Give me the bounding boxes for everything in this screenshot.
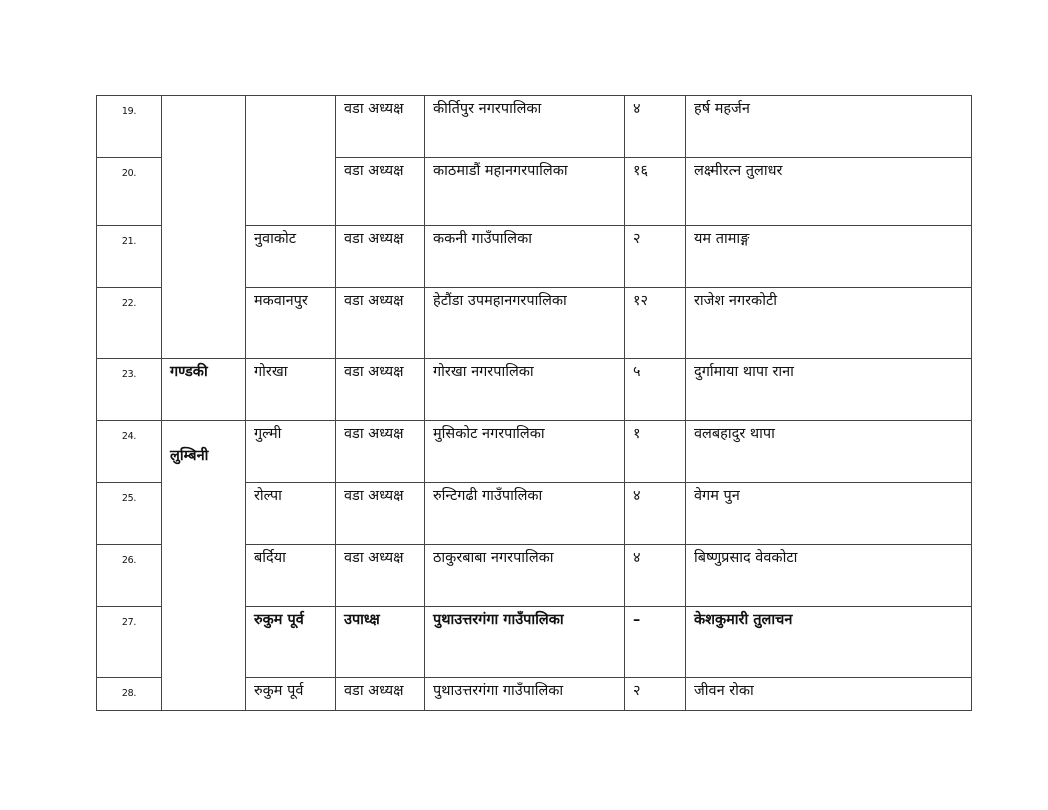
- province-lumbini: लुम्बिनी: [162, 421, 246, 711]
- district-cell: रोल्पा: [246, 483, 336, 545]
- ward-cell: २: [625, 678, 686, 711]
- local-body-cell: पुथाउत्तरगंगा गाउँपालिका: [425, 678, 625, 711]
- ward-cell: ५: [625, 359, 686, 421]
- name-cell: हर्ष महर्जन: [686, 96, 972, 158]
- serial-number: 27.: [97, 607, 162, 678]
- ward-cell: –: [625, 607, 686, 678]
- table-row: [97, 421, 972, 483]
- local-body-cell: ककनी गाउँपालिका: [425, 226, 625, 288]
- ward-cell: १६: [625, 158, 686, 226]
- name-cell: केशकुमारी तुलाचन: [686, 607, 972, 678]
- local-body-cell: हेटौंडा उपमहानगरपालिका: [425, 288, 625, 359]
- local-body-cell: काठमाडौं महानगरपालिका: [425, 158, 625, 226]
- serial-number: 25.: [97, 483, 162, 545]
- name-cell: बिष्णुप्रसाद वेवकोटा: [686, 545, 972, 607]
- ward-cell: ४: [625, 545, 686, 607]
- province-gandaki: गण्डकी: [162, 359, 246, 421]
- ward-cell: ४: [625, 96, 686, 158]
- district-cell: मकवानपुर: [246, 288, 336, 359]
- local-body-cell: रुन्टिगढी गाउँपालिका: [425, 483, 625, 545]
- representatives-table: [96, 95, 972, 711]
- name-cell: दुर्गामाया थापा राना: [686, 359, 972, 421]
- ward-cell: १: [625, 421, 686, 483]
- name-cell: राजेश नगरकोटी: [686, 288, 972, 359]
- position-cell: वडा अध्यक्ष: [336, 545, 425, 607]
- district-cell: गुल्मी: [246, 421, 336, 483]
- serial-number: 26.: [97, 545, 162, 607]
- name-cell: जीवन रोका: [686, 678, 972, 711]
- district-cell: बर्दिया: [246, 545, 336, 607]
- local-body-cell: कीर्तिपुर नगरपालिका: [425, 96, 625, 158]
- serial-number: 24.: [97, 421, 162, 483]
- serial-number: 28.: [97, 678, 162, 711]
- district-cell: [246, 96, 336, 226]
- position-cell: वडा अध्यक्ष: [336, 158, 425, 226]
- name-cell: वेगम पुन: [686, 483, 972, 545]
- position-cell: वडा अध्यक्ष: [336, 288, 425, 359]
- position-cell: उपाध्क्ष: [336, 607, 425, 678]
- table-row: [97, 359, 972, 421]
- name-cell: वलबहादुर थापा: [686, 421, 972, 483]
- serial-number: 22.: [97, 288, 162, 359]
- local-body-cell: ठाकुरबाबा नगरपालिका: [425, 545, 625, 607]
- serial-number: 21.: [97, 226, 162, 288]
- ward-cell: १२: [625, 288, 686, 359]
- district-cell: गोरखा: [246, 359, 336, 421]
- serial-number: 23.: [97, 359, 162, 421]
- serial-number: 20.: [97, 158, 162, 226]
- position-cell: वडा अध्यक्ष: [336, 678, 425, 711]
- district-cell: रुकुम पूर्व: [246, 678, 336, 711]
- local-body-cell: पुथाउत्तरगंगा गाउँपालिका: [425, 607, 625, 678]
- position-cell: वडा अध्यक्ष: [336, 483, 425, 545]
- name-cell: लक्ष्मीरत्न तुलाधर: [686, 158, 972, 226]
- district-cell: रुकुम पूर्व: [246, 607, 336, 678]
- local-body-cell: गोरखा नगरपालिका: [425, 359, 625, 421]
- position-cell: वडा अध्यक्ष: [336, 96, 425, 158]
- name-cell: यम तामाङ्ग: [686, 226, 972, 288]
- local-body-cell: मुसिकोट नगरपालिका: [425, 421, 625, 483]
- position-cell: वडा अध्यक्ष: [336, 226, 425, 288]
- ward-cell: ४: [625, 483, 686, 545]
- table-row: [97, 96, 972, 158]
- position-cell: वडा अध्यक्ष: [336, 359, 425, 421]
- district-cell: नुवाकोट: [246, 226, 336, 288]
- province-cell: [162, 96, 246, 359]
- ward-cell: २: [625, 226, 686, 288]
- position-cell: वडा अध्यक्ष: [336, 421, 425, 483]
- serial-number: 19.: [97, 96, 162, 158]
